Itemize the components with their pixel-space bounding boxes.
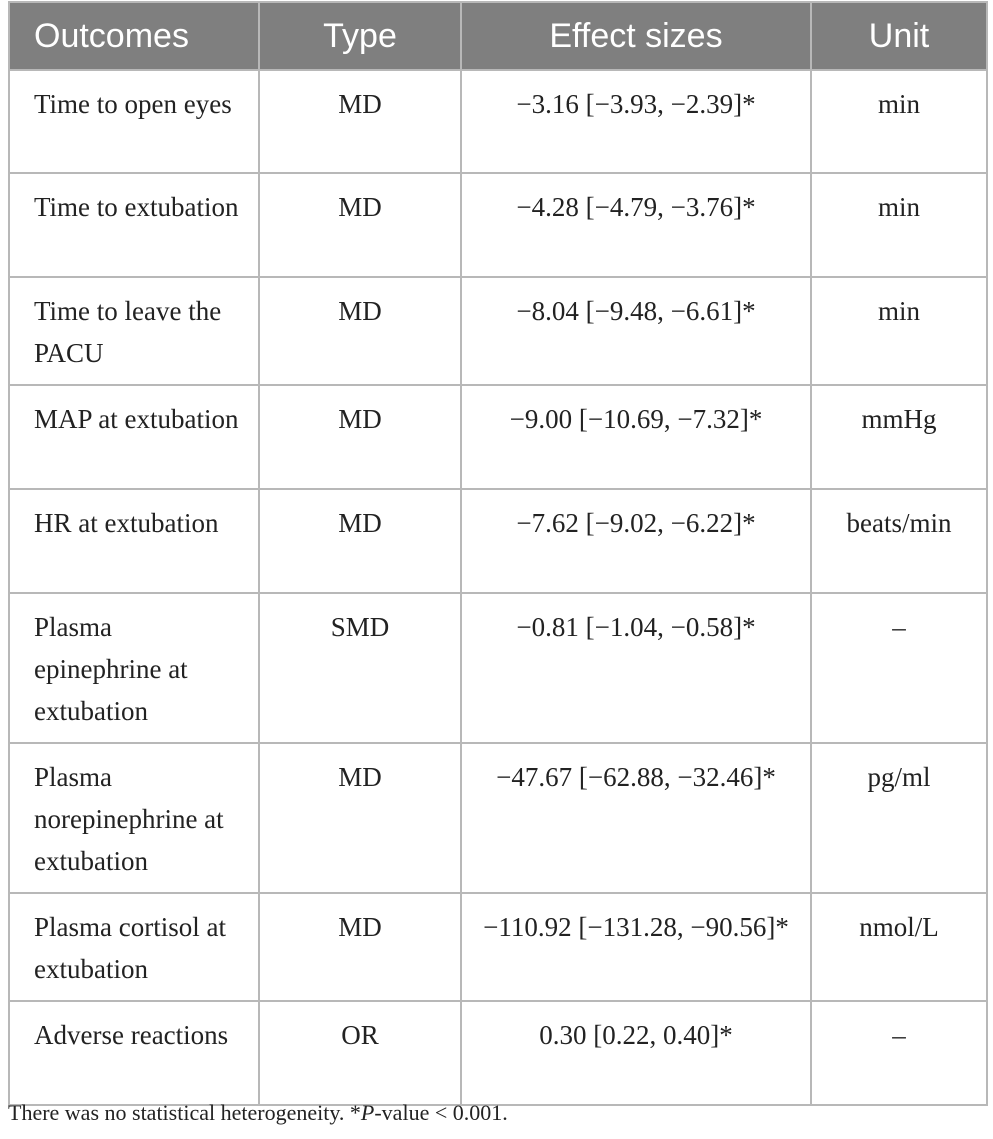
cell-effect: −0.81 [−1.04, −0.58]* <box>461 593 811 743</box>
table-row <box>9 385 987 489</box>
cell-effect: −47.67 [−62.88, −32.46]* <box>461 743 811 893</box>
table-footnote <box>8 1100 508 1126</box>
cell-outcome: MAP at extubation <box>9 385 259 489</box>
cell-type: MD <box>259 743 461 893</box>
cell-unit: min <box>811 173 987 277</box>
table-row <box>9 743 987 893</box>
cell-effect: −8.04 [−9.48, −6.61]* <box>461 277 811 385</box>
cell-type: MD <box>259 385 461 489</box>
cell-unit: min <box>811 277 987 385</box>
cell-effect: −110.92 [−131.28, −90.56]* <box>461 893 811 1001</box>
table-row <box>9 593 987 743</box>
cell-unit: pg/ml <box>811 743 987 893</box>
cell-unit: mmHg <box>811 385 987 489</box>
cell-type: MD <box>259 489 461 593</box>
cell-type: MD <box>259 893 461 1001</box>
cell-outcome: Plasma cortisol at extubation <box>9 893 259 1001</box>
header-effect-sizes: Effect sizes <box>461 2 811 70</box>
footnote-text: There was no statistical heterogeneity. * <box>8 1100 361 1125</box>
cell-unit: – <box>811 1001 987 1105</box>
cell-effect: −3.16 [−3.93, −2.39]* <box>461 70 811 173</box>
table-header-row <box>9 2 987 70</box>
cell-unit: nmol/L <box>811 893 987 1001</box>
cell-unit: – <box>811 593 987 743</box>
cell-type: MD <box>259 70 461 173</box>
cell-outcome: Time to leave the PACU <box>9 277 259 385</box>
cell-unit: beats/min <box>811 489 987 593</box>
cell-type: OR <box>259 1001 461 1105</box>
cell-effect: −7.62 [−9.02, −6.22]* <box>461 489 811 593</box>
cell-outcome: Time to extubation <box>9 173 259 277</box>
table-row <box>9 489 987 593</box>
header-outcomes: Outcomes <box>9 2 259 70</box>
cell-outcome: Adverse reactions <box>9 1001 259 1105</box>
cell-outcome: HR at extubation <box>9 489 259 593</box>
footnote-p-symbol: P <box>360 1100 375 1125</box>
cell-type: MD <box>259 277 461 385</box>
cell-outcome: Plasma epinephrine at extubation <box>9 593 259 743</box>
table-row <box>9 893 987 1001</box>
effect-size-table <box>8 1 988 1106</box>
cell-effect: −9.00 [−10.69, −7.32]* <box>461 385 811 489</box>
table-row <box>9 1001 987 1105</box>
cell-unit: min <box>811 70 987 173</box>
effect-size-table-container <box>8 1 986 1106</box>
header-type: Type <box>259 2 461 70</box>
cell-effect: 0.30 [0.22, 0.40]* <box>461 1001 811 1105</box>
table-row <box>9 70 987 173</box>
cell-outcome: Time to open eyes <box>9 70 259 173</box>
footnote-text-end: -value < 0.001. <box>374 1100 508 1125</box>
table-row <box>9 173 987 277</box>
cell-type: MD <box>259 173 461 277</box>
cell-outcome: Plasma norepinephrine at extubation <box>9 743 259 893</box>
header-unit: Unit <box>811 2 987 70</box>
table-row <box>9 277 987 385</box>
cell-type: SMD <box>259 593 461 743</box>
cell-effect: −4.28 [−4.79, −3.76]* <box>461 173 811 277</box>
